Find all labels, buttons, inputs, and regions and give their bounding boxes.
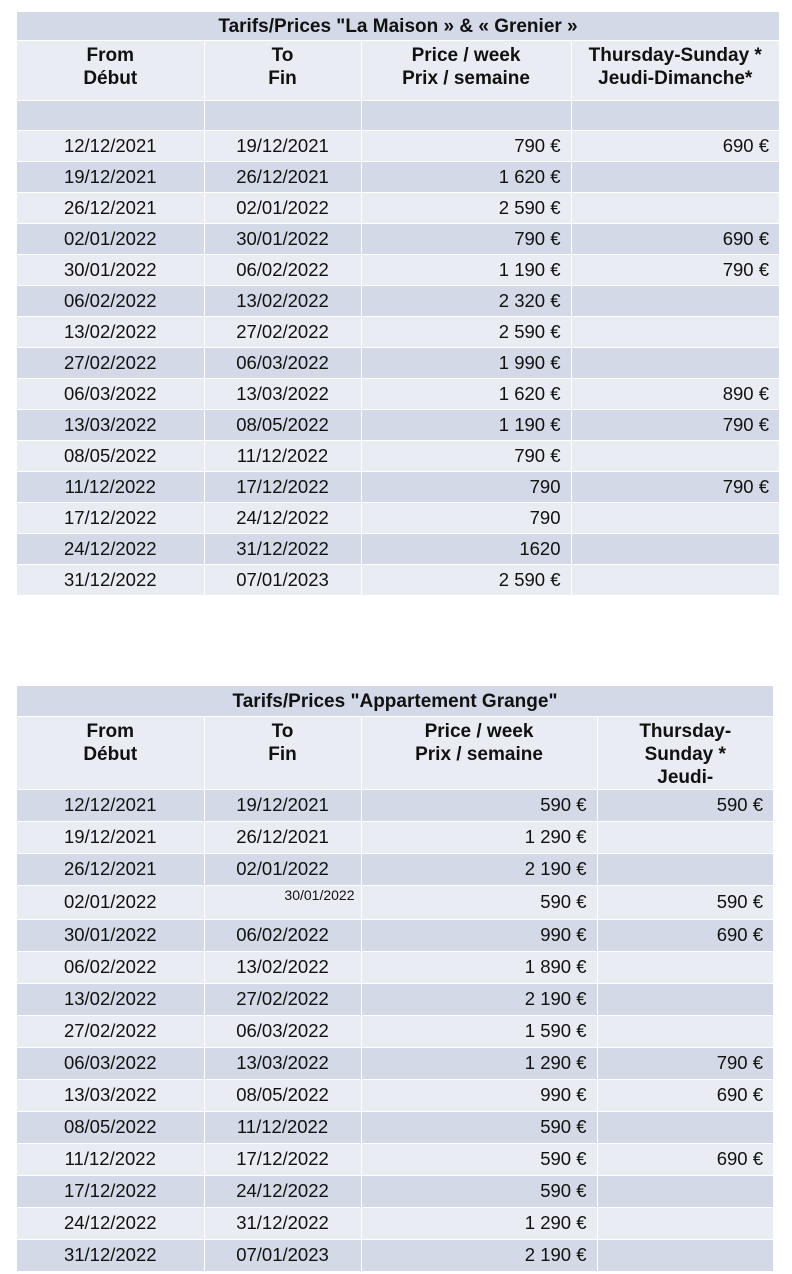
cell-to: 02/01/2022 bbox=[204, 193, 361, 224]
cell-to: 07/01/2023 bbox=[204, 565, 361, 596]
cell-thursday-sunday: 690 € bbox=[571, 131, 779, 162]
cell-from: 02/01/2022 bbox=[17, 886, 204, 920]
cell-to: 26/12/2021 bbox=[204, 822, 361, 854]
cell-to: 13/03/2022 bbox=[204, 1048, 361, 1080]
cell-to: 08/05/2022 bbox=[204, 410, 361, 441]
cell-thursday-sunday: 790 € bbox=[597, 1048, 773, 1080]
cell-from: 24/12/2022 bbox=[17, 534, 204, 565]
table-title: Tarifs/Prices "Appartement Grange" bbox=[17, 686, 773, 717]
cell-price: 2 590 € bbox=[361, 565, 571, 596]
cell-to: 24/12/2022 bbox=[204, 503, 361, 534]
cell-price: 590 € bbox=[361, 886, 597, 920]
cell-to: 26/12/2021 bbox=[204, 162, 361, 193]
cell-from: 13/02/2022 bbox=[17, 984, 204, 1016]
cell-thursday-sunday: 590 € bbox=[597, 790, 773, 822]
cell-from: 26/12/2021 bbox=[17, 193, 204, 224]
cell-to: 19/12/2021 bbox=[204, 790, 361, 822]
cell-thursday-sunday: 790 € bbox=[571, 472, 779, 503]
cell-price: 790 € bbox=[361, 441, 571, 472]
column-header-price: Price / week Prix / semaine bbox=[361, 41, 571, 101]
cell-to: 31/12/2022 bbox=[204, 1208, 361, 1240]
column-header-thursday-sunday: Thursday- Sunday * Jeudi- bbox=[597, 717, 773, 790]
table-row bbox=[17, 131, 779, 162]
table-row bbox=[17, 472, 779, 503]
price-table-grange bbox=[17, 686, 773, 1272]
cell-thursday-sunday bbox=[597, 1208, 773, 1240]
cell-to: 11/12/2022 bbox=[204, 1112, 361, 1144]
cell-to: 17/12/2022 bbox=[204, 1144, 361, 1176]
cell-price: 2 190 € bbox=[361, 1240, 597, 1272]
cell-to: 07/01/2023 bbox=[204, 1240, 361, 1272]
cell-thursday-sunday bbox=[571, 503, 779, 534]
cell-from: 06/03/2022 bbox=[17, 1048, 204, 1080]
cell-to: 02/01/2022 bbox=[204, 854, 361, 886]
cell-thursday-sunday bbox=[597, 952, 773, 984]
cell-to: 06/03/2022 bbox=[204, 1016, 361, 1048]
cell-thursday-sunday: 690 € bbox=[597, 1080, 773, 1112]
cell-price: 1 620 € bbox=[361, 379, 571, 410]
cell-price: 1 620 € bbox=[361, 162, 571, 193]
cell-thursday-sunday bbox=[571, 441, 779, 472]
cell-from: 30/01/2022 bbox=[17, 920, 204, 952]
table-row bbox=[17, 348, 779, 379]
table-row bbox=[17, 790, 773, 822]
cell-thursday-sunday: 690 € bbox=[597, 1144, 773, 1176]
cell-price: 590 € bbox=[361, 1112, 597, 1144]
cell-from: 27/02/2022 bbox=[17, 1016, 204, 1048]
cell-from: 06/02/2022 bbox=[17, 286, 204, 317]
cell-from: 17/12/2022 bbox=[17, 1176, 204, 1208]
column-header-thursday-sunday: Thursday-Sunday * Jeudi-Dimanche* bbox=[571, 41, 779, 101]
table-row bbox=[17, 952, 773, 984]
cell-to: 08/05/2022 bbox=[204, 1080, 361, 1112]
cell-thursday-sunday bbox=[597, 822, 773, 854]
cell-from: 12/12/2021 bbox=[17, 790, 204, 822]
cell-thursday-sunday: 790 € bbox=[571, 410, 779, 441]
table-row bbox=[17, 854, 773, 886]
cell-thursday-sunday bbox=[571, 286, 779, 317]
cell-from: 06/03/2022 bbox=[17, 379, 204, 410]
cell-from: 30/01/2022 bbox=[17, 255, 204, 286]
table-row bbox=[17, 441, 779, 472]
cell-to: 19/12/2021 bbox=[204, 131, 361, 162]
cell-from: 12/12/2021 bbox=[17, 131, 204, 162]
cell-to: 06/03/2022 bbox=[204, 348, 361, 379]
cell-thursday-sunday bbox=[597, 1112, 773, 1144]
cell-price: 1 290 € bbox=[361, 1048, 597, 1080]
table-row bbox=[17, 1112, 773, 1144]
table-row bbox=[17, 255, 779, 286]
cell-thursday-sunday: 790 € bbox=[571, 255, 779, 286]
cell-from: 08/05/2022 bbox=[17, 441, 204, 472]
table-row bbox=[17, 822, 773, 854]
table-row bbox=[17, 379, 779, 410]
cell-thursday-sunday bbox=[597, 1176, 773, 1208]
table-row bbox=[17, 410, 779, 441]
cell-from: 31/12/2022 bbox=[17, 1240, 204, 1272]
column-header-to: To Fin bbox=[204, 41, 361, 101]
cell-price: 1620 bbox=[361, 534, 571, 565]
column-header-from: From Début bbox=[17, 717, 204, 790]
cell-from: 13/03/2022 bbox=[17, 410, 204, 441]
price-table-maison bbox=[17, 12, 779, 596]
cell-from: 19/12/2021 bbox=[17, 822, 204, 854]
cell-from: 08/05/2022 bbox=[17, 1112, 204, 1144]
cell-to: 13/02/2022 bbox=[204, 952, 361, 984]
cell-to: 27/02/2022 bbox=[204, 984, 361, 1016]
blank-row bbox=[17, 101, 779, 131]
cell-to: 30/01/2022 bbox=[204, 224, 361, 255]
cell-to: 13/03/2022 bbox=[204, 379, 361, 410]
cell-from: 17/12/2022 bbox=[17, 503, 204, 534]
table-row bbox=[17, 886, 773, 920]
cell-thursday-sunday bbox=[597, 1240, 773, 1272]
column-header-from: From Début bbox=[17, 41, 204, 101]
table-row bbox=[17, 317, 779, 348]
cell-thursday-sunday bbox=[571, 193, 779, 224]
table-row bbox=[17, 1048, 773, 1080]
cell-price: 590 € bbox=[361, 790, 597, 822]
cell-from: 13/02/2022 bbox=[17, 317, 204, 348]
cell-price: 1 590 € bbox=[361, 1016, 597, 1048]
cell-from: 13/03/2022 bbox=[17, 1080, 204, 1112]
table-row bbox=[17, 1080, 773, 1112]
cell-price: 790 bbox=[361, 472, 571, 503]
cell-price: 1 190 € bbox=[361, 255, 571, 286]
cell-thursday-sunday: 890 € bbox=[571, 379, 779, 410]
table-row bbox=[17, 1144, 773, 1176]
cell-price: 1 290 € bbox=[361, 1208, 597, 1240]
cell-price: 1 890 € bbox=[361, 952, 597, 984]
cell-to: 13/02/2022 bbox=[204, 286, 361, 317]
cell-thursday-sunday: 690 € bbox=[597, 920, 773, 952]
cell-thursday-sunday bbox=[571, 348, 779, 379]
table-row bbox=[17, 1240, 773, 1272]
cell-from: 26/12/2021 bbox=[17, 854, 204, 886]
cell-from: 31/12/2022 bbox=[17, 565, 204, 596]
cell-thursday-sunday: 590 € bbox=[597, 886, 773, 920]
table-row bbox=[17, 503, 779, 534]
cell-to: 24/12/2022 bbox=[204, 1176, 361, 1208]
cell-price: 2 590 € bbox=[361, 193, 571, 224]
table-row bbox=[17, 224, 779, 255]
cell-price: 2 590 € bbox=[361, 317, 571, 348]
cell-price: 2 320 € bbox=[361, 286, 571, 317]
cell-from: 24/12/2022 bbox=[17, 1208, 204, 1240]
cell-to: 30/01/2022 bbox=[204, 886, 361, 920]
cell-to: 11/12/2022 bbox=[204, 441, 361, 472]
table-row bbox=[17, 534, 779, 565]
cell-price: 790 € bbox=[361, 224, 571, 255]
cell-to: 06/02/2022 bbox=[204, 255, 361, 286]
table-title: Tarifs/Prices "La Maison » & « Grenier » bbox=[17, 12, 779, 41]
table-row bbox=[17, 193, 779, 224]
table-row bbox=[17, 162, 779, 193]
table-row bbox=[17, 1208, 773, 1240]
cell-thursday-sunday bbox=[597, 854, 773, 886]
cell-from: 06/02/2022 bbox=[17, 952, 204, 984]
cell-price: 590 € bbox=[361, 1176, 597, 1208]
cell-to: 17/12/2022 bbox=[204, 472, 361, 503]
cell-price: 790 bbox=[361, 503, 571, 534]
cell-price: 1 990 € bbox=[361, 348, 571, 379]
cell-thursday-sunday bbox=[571, 565, 779, 596]
cell-thursday-sunday bbox=[571, 534, 779, 565]
table-row bbox=[17, 920, 773, 952]
table-row bbox=[17, 286, 779, 317]
table-row bbox=[17, 1016, 773, 1048]
cell-price: 1 290 € bbox=[361, 822, 597, 854]
cell-price: 2 190 € bbox=[361, 984, 597, 1016]
cell-from: 19/12/2021 bbox=[17, 162, 204, 193]
cell-price: 1 190 € bbox=[361, 410, 571, 441]
cell-from: 11/12/2022 bbox=[17, 1144, 204, 1176]
cell-from: 11/12/2022 bbox=[17, 472, 204, 503]
table-row bbox=[17, 984, 773, 1016]
cell-price: 790 € bbox=[361, 131, 571, 162]
cell-price: 990 € bbox=[361, 920, 597, 952]
table-row bbox=[17, 565, 779, 596]
cell-from: 02/01/2022 bbox=[17, 224, 204, 255]
cell-from: 27/02/2022 bbox=[17, 348, 204, 379]
cell-price: 590 € bbox=[361, 1144, 597, 1176]
cell-thursday-sunday bbox=[571, 162, 779, 193]
cell-to: 06/02/2022 bbox=[204, 920, 361, 952]
cell-price: 2 190 € bbox=[361, 854, 597, 886]
cell-thursday-sunday bbox=[597, 1016, 773, 1048]
column-header-price: Price / week Prix / semaine bbox=[361, 717, 597, 790]
cell-to: 27/02/2022 bbox=[204, 317, 361, 348]
column-header-to: To Fin bbox=[204, 717, 361, 790]
cell-thursday-sunday: 690 € bbox=[571, 224, 779, 255]
cell-thursday-sunday bbox=[571, 317, 779, 348]
table-row bbox=[17, 1176, 773, 1208]
cell-thursday-sunday bbox=[597, 984, 773, 1016]
cell-to: 31/12/2022 bbox=[204, 534, 361, 565]
cell-price: 990 € bbox=[361, 1080, 597, 1112]
